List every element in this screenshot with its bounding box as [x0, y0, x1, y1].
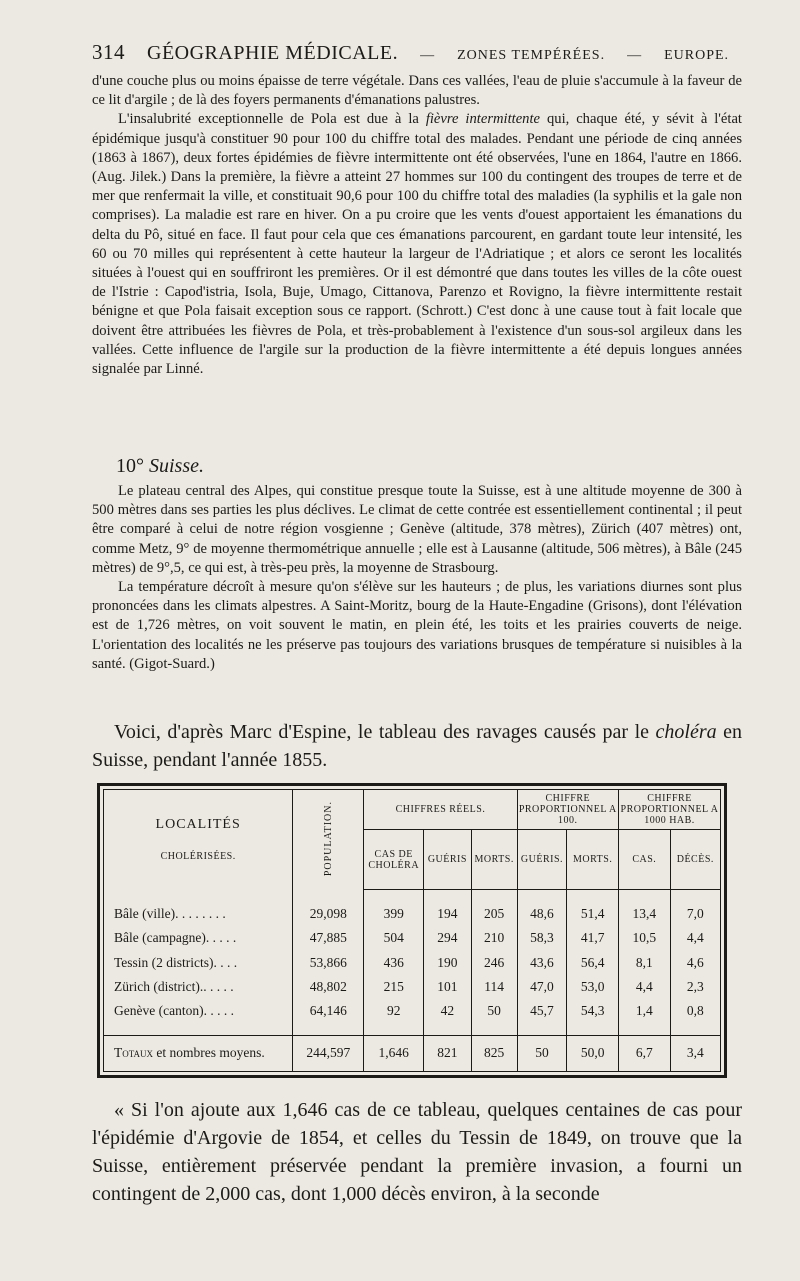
cell-cas: 436 [364, 950, 424, 974]
cell-morts: 50 [471, 999, 517, 1023]
pola-paragraphs [92, 72, 742, 379]
cell-morts: 210 [471, 926, 517, 950]
header-zone: ZONES TEMPÉRÉES. [457, 48, 606, 63]
cell-gueris-100: 48,6 [517, 902, 567, 926]
table-row [104, 999, 720, 1023]
head-localites-cell [104, 790, 293, 890]
head-population-cell [293, 790, 364, 890]
head-population: POPULATION. [322, 800, 334, 877]
cell-deces-1000: 7,0 [686, 905, 704, 921]
cell-deces-1000: 0,8 [686, 1003, 704, 1019]
cell-cas-1000: 10,5 [619, 926, 671, 950]
cell-gueris: 190 [424, 950, 472, 974]
cell-morts-100: 56,4 [567, 950, 619, 974]
cell-cas-1000: 13,4 [619, 902, 671, 926]
section-heading [116, 455, 204, 478]
cell-morts-100: 54,3 [567, 999, 619, 1023]
cell-morts: 114 [471, 975, 517, 999]
paragraph-pola [92, 110, 742, 379]
cell-cas: 215 [364, 975, 424, 999]
cell-gueris-100: 43,6 [517, 950, 567, 974]
cell-morts-100: 51,4 [567, 902, 619, 926]
cell-population: 29,098 [293, 902, 364, 926]
cell-gueris-100: 58,3 [517, 926, 567, 950]
section-number: 10° [116, 455, 144, 477]
head-localites: LOCALITÉS [155, 817, 241, 833]
cell-morts-100: 41,7 [567, 926, 619, 950]
cell-gueris: 101 [424, 975, 472, 999]
cell-cas: 504 [364, 926, 424, 950]
section-name: Suisse. [149, 455, 204, 477]
header-sep-1: — [420, 48, 436, 63]
header-sep-2: — [627, 48, 643, 63]
cell-population: 47,885 [293, 926, 364, 950]
table-row [104, 950, 720, 974]
cell-population: 64,146 [293, 999, 364, 1023]
cell-cas: 399 [364, 902, 424, 926]
cell-total-deces-1000: 3,4 [670, 1035, 720, 1071]
cell-total-gueris-100: 50 [517, 1035, 567, 1071]
table-total-row [104, 1035, 720, 1071]
cell-cas: 92 [364, 999, 424, 1023]
cell-gueris-100: 47,0 [517, 975, 567, 999]
head-cholerisees: CHOLÉRISÉES. [160, 851, 236, 863]
head-gueris: GUÉRIS [424, 830, 472, 890]
voici-pre: Voici, d'après Marc d'Espine, le tableau des ravages causés par le [114, 721, 649, 743]
pola-text-post: qui, chaque été, y sévit à l'état épidémique jusqu'à constituer 90 pour 100 du chiffre total des malades. Pendant une période de cinq années (1863 à 1867), deux fortes épidémies de fièvre intermittente ont été observées, l'une en 1864, l'autre en 1866. (Aug. Jilek.) Dans la première, la fièvre a atteint 27 hommes sur 100 du contingent des troupes de terre et de mer que renfermait la ville, et constituait 90,6 pour 100 du chiffre total des maladies (la syphilis et la gale non comprises). La maladie est rare en hiver. On a pu croire que les vents d'ouest apportaient les émanations du delta du Pô, situé en face. Il faut pour cela que ces émanations parcourent, en gardant toute leur intensité, les 60 ou 70 milles qui représentent à cette hauteur la largeur de l'Adriatique ; et alors ce seront les localités situées à l'ouest qui en souffriront les premières. Or il est démontré que dans toutes les villes de la côte ouest de l'Istrie : Capod'istria, Isola, Buje, Umago, Cittanova, Parenzo et Rovigno, la fièvre intermittente restait bénigne et que Pola faisait exception sous ce rapport. (Schrott.) C'est donc à une cause tout à fait locale que doivent être attribuées les fièvres de Pola, et très-probablement à l'existence d'un sous-sol argileux dans les vallées. Cette influence de l'argile sur la production de la fièvre intermittente a été depuis longues années signalée par Linné. [92, 111, 742, 378]
cell-deces-1000: 4,6 [686, 954, 704, 970]
running-header [92, 40, 742, 70]
paragraph-plateau: Le plateau central des Alpes, qui constitue presque toute la Suisse, est à une altitude moyenne de 300 à 500 mètres dans ses parties les plus déclives. Le climat de cette contrée est essentiellement continental ; il peut être comparé à celui de notre région vosgienne ; Genève (altitude, 378 mètres), Zürich (407 mètres) ont, comme Metz, 9° de moyenne thermométrique annuelle ; elle est à Lausanne (altitude, 506 mètres), à Bâle (245 mètres) de 9°,5, ce qui est, à très-peu près, la moyenne de Strasbourg. [92, 483, 742, 576]
voici-post: en Suisse, pendant l'année 1855. [92, 721, 743, 771]
cell-total-morts: 825 [471, 1035, 517, 1071]
total-label-smallcaps: Totaux [114, 1045, 154, 1061]
head-deces-1000: DÉCÈS. [670, 830, 720, 890]
head-gueris-100: GUÉRIS. [517, 830, 567, 890]
cell-deces-1000: 2,3 [686, 979, 704, 995]
cell-deces-1000: 4,4 [686, 930, 704, 946]
head-morts-100: MORTS. [567, 830, 619, 890]
page-number: 314 [92, 40, 125, 64]
cell-localite: Zürich (district).. . . . . [104, 975, 293, 999]
cell-cas-1000: 8,1 [619, 950, 671, 974]
paragraph-intro: d'une couche plus ou moins épaisse de terre végétale. Dans ces vallées, l'eau de pluie s'accumule à la faveur de ce lit d'argile ; de là des foyers permanents d'émanations palustres. [92, 73, 742, 109]
cell-population: 53,866 [293, 950, 364, 974]
cell-morts: 205 [471, 902, 517, 926]
paragraph-final [92, 1096, 742, 1208]
cell-localite: Bâle (ville). . . . . . . . [104, 902, 293, 926]
cell-localite: Bâle (campagne). . . . . [104, 926, 293, 950]
head-chiffre-prop-1000: CHIFFRE PROPORTIONNEL A 1000 HAB. [619, 790, 721, 830]
cell-cas-1000: 4,4 [619, 975, 671, 999]
table-row [104, 926, 720, 950]
header-title: GÉOGRAPHIE MÉDICALE. [147, 42, 399, 64]
head-morts: MORTS. [471, 830, 517, 890]
cell-morts-100: 53,0 [567, 975, 619, 999]
cell-population: 48,802 [293, 975, 364, 999]
head-chiffres-reels: CHIFFRES RÉELS. [364, 790, 517, 830]
final-text: « Si l'on ajoute aux 1,646 cas de ce tableau, quelques centaines de cas pour l'épidémie d'Argovie de 1854, et celles du Tessin de 1849, on trouve que la Suisse, entièrement préservée pendant la première invasion, a fourni un contingent de 2,000 cas, dont 1,000 décès environ, à la seconde [92, 1099, 742, 1205]
cell-total-gueris: 821 [424, 1035, 472, 1071]
pola-text-pre: L'insalubrité exceptionnelle de Pola est due à la [118, 111, 419, 128]
cell-morts: 246 [471, 950, 517, 974]
cholera-table [104, 790, 720, 1071]
cell-total-morts-100: 50,0 [567, 1035, 619, 1071]
head-cas-cholera: CAS DE CHOLÉRA [364, 830, 424, 890]
cell-gueris: 294 [424, 926, 472, 950]
table-row [104, 975, 720, 999]
cell-cas-1000: 1,4 [619, 999, 671, 1023]
cell-gueris: 42 [424, 999, 472, 1023]
total-label-rest: et nombres moyens. [156, 1045, 265, 1061]
pola-text-emphasis: fièvre intermittente [425, 111, 541, 128]
cell-gueris: 194 [424, 902, 472, 926]
cell-total-label [104, 1035, 293, 1071]
suisse-paragraphs [92, 482, 742, 674]
paragraph-temperature: La température décroît à mesure qu'on s'élève sur les hauteurs ; de plus, les variations diurnes sont plus prononcées dans les climats alpestres. A Saint-Moritz, bourg de la Haute-Engadine (Grisons), dont l'élévation est de 1,726 mètres, on voit souvent le matin, en plein été, les toits et les prairies couverts de neige. L'orientation des localités ne les préserve pas toujours des variations brusques de température si nuisibles à la santé. (Gigot-Suard.) [92, 579, 742, 672]
cell-total-population: 244,597 [293, 1035, 364, 1071]
cell-total-cas: 1,646 [364, 1035, 424, 1071]
paragraph-voici [92, 718, 742, 774]
voici-emphasis: choléra [655, 721, 717, 743]
head-chiffre-prop-100: CHIFFRE PROPORTIONNEL A 100. [517, 790, 618, 830]
table-row [104, 902, 720, 926]
cell-localite: Genève (canton). . . . . [104, 999, 293, 1023]
cell-total-cas-1000: 6,7 [619, 1035, 671, 1071]
cholera-table-frame [97, 783, 727, 1078]
head-cas-1000: CAS. [619, 830, 671, 890]
header-region: EUROPE. [664, 48, 730, 63]
cell-gueris-100: 45,7 [517, 999, 567, 1023]
cell-localite: Tessin (2 districts). . . . [104, 950, 293, 974]
